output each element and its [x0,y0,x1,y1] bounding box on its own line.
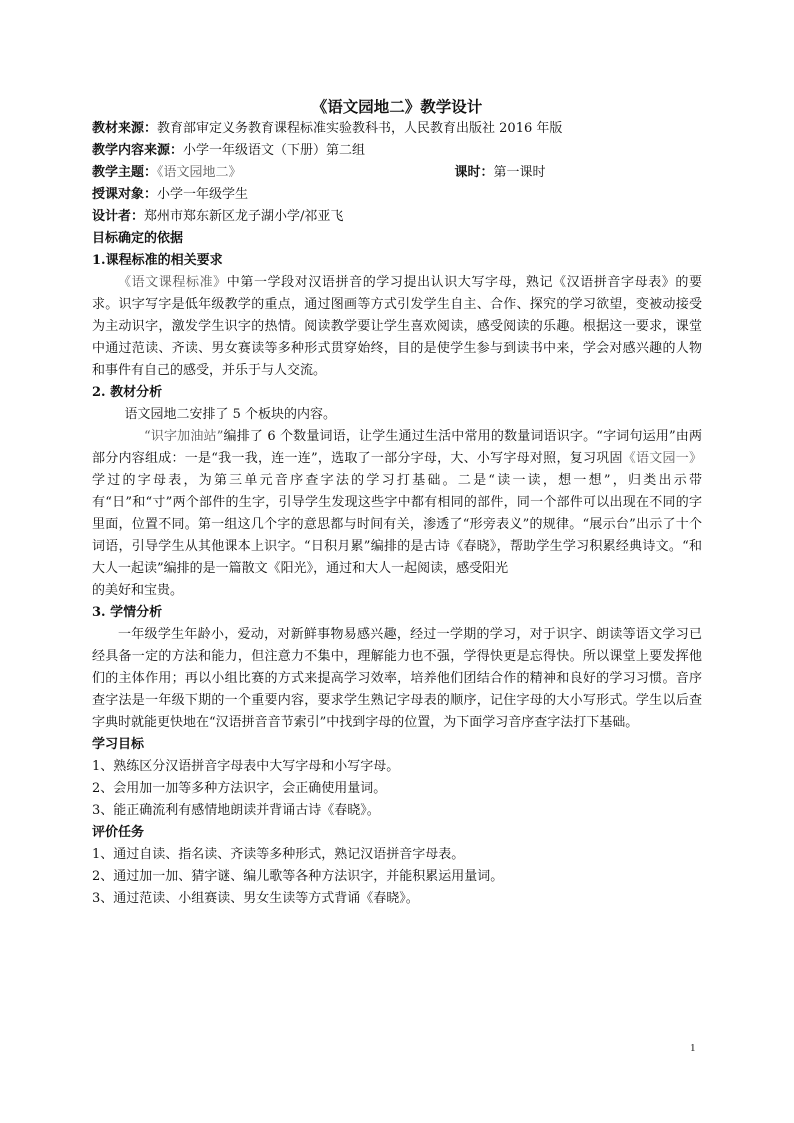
page-number: 1 [690,1042,696,1054]
content-label: 教学内容来源： [92,143,184,158]
designer-label: 设计者： [92,209,145,224]
content-line [92,140,702,162]
section2-tail: 的美好和宝贵。 [92,583,184,598]
audience-line [92,184,702,206]
literacy-station-label: “识字加油站” [144,429,224,444]
section2-paragraph [92,426,702,580]
period-value: 第一课时 [493,165,546,180]
goals-heading: 学习目标 [92,737,145,752]
unit-one-reference: 《语文园一》 [622,451,702,466]
section3-heading: 3. 学情分析 [92,605,163,620]
content-value: 小学一年级语文（下册）第二组 [183,143,366,158]
topic-label: 教学主题： [92,165,158,180]
topic-value: 《语文园地二》 [157,165,242,180]
assessment-heading: 评价任务 [92,825,145,840]
basis-heading: 目标确定的依据 [92,231,184,246]
goal-item: 2、会用加一加等多种方法识字，会正确使用量词。 [92,781,387,796]
audience-label: 授课对象： [92,187,158,202]
section1-paragraph [92,272,702,382]
source-value: 教育部审定义务教育课程标准实验教科书，人民教育出版社 2016 年版 [157,121,563,136]
source-line [92,118,702,140]
topic-line [92,162,702,184]
audience-value: 小学一年级学生 [157,187,249,202]
section2-heading: 2. 教材分析 [92,385,163,400]
section2-intro: 语文园地二安排了 5 个板块的内容。 [124,407,337,422]
goal-item: 3、能正确流利有感情地朗读并背诵古诗《春晓》。 [92,803,380,818]
designer-line [92,206,702,228]
source-label: 教材来源： [92,121,158,136]
assessment-item: 1、通过自读、指名读、齐读等多种形式，熟记汉语拼音字母表。 [92,847,465,862]
curriculum-standard-title: 《语文课程标准》 [118,275,227,290]
assessment-item: 2、通过加一加、猜字谜、编儿歌等各种方法识字，并能积累运用量词。 [92,869,504,884]
section1-text: 中第一学段对汉语拼音的学习提出认识大写字母，熟记《汉语拼音字母表》的要求。识字写字是低年级教学的重点，通过图画等方式引发学生自主、合作、探究的学习欲望，变被动接受为主动识字，激发学生识字的热情。阅读教学要让学生喜欢阅读，感受阅读的乐趣。根据这一要求，课堂中通过范读、齐读、男女赛读等多种形式贯穿始终，目的是使学生参与到读书中来，学会对感兴趣的人物和事件有自己的感受，并乐于与人交流。 [92,275,702,378]
section3-paragraph: 一年级学生年龄小，爱动，对新鲜事物易感兴趣，经过一学期的学习，对于识字、朗读等语文学习已经具备一定的方法和能力，但注意力不集中，理解能力也不强，学得快更是忘得快。所以课堂上要发挥他们的主体作用；再以小组比赛的方式来提高学习效率，培养他们团结合作的精神和良好的学习习惯。音序查字法是一年级下期的一个重要内容，要求学生熟记字母表的顺序，记住字母的大小写形式。学生以后查字典时就能更快地在“汉语拼音音节索引”中找到字母的位置，为下面学习音序查字法打下基础。 [92,627,702,730]
period-label: 课时： [454,165,494,180]
assessment-item: 3、通过范读、小组赛读、男女生读等方式背诵《春晓》。 [92,891,419,906]
document-title: 《语文园地二》教学设计 [311,97,483,116]
section2-text-a: 编排了 6 个数量词语，让学生通过生活中常用的数量词语识字。“字词句运用”由两部分内容组成：一是“我一我，连一连”，选取了一部分字母，大、小写字母对照，复习巩固 [92,429,702,466]
section1-heading: 1.课程标准的相关要求 [92,253,223,268]
goal-item: 1、熟练区分汉语拼音字母表中大写字母和小写字母。 [92,759,400,774]
designer-value: 郑州市郑东新区龙子湖小学/祁亚飞 [144,209,344,224]
document-body [92,96,702,910]
section2-text-b: 学过的字母表，为第三单元音序查字法的学习打基础。二是“读一读，想一想”，归类出示带有“日”和“寸”两个部件的生字，引导学生发现这些字中都有相同的部件，同一个部件可以出现在不同的字里面，位置不同。第一组这几个字的意思都与时间有关，渗透了“形旁表义”的规律。“展示台”出示了十个词语，引导学生从其他课本上识字。“日积月累”编排的是古诗《春晓》，帮助学生学习积累经典诗文。“和大人一起读”编排的是一篇散文《阳光》，通过和大人一起阅读，感受阳光 [92,473,702,576]
